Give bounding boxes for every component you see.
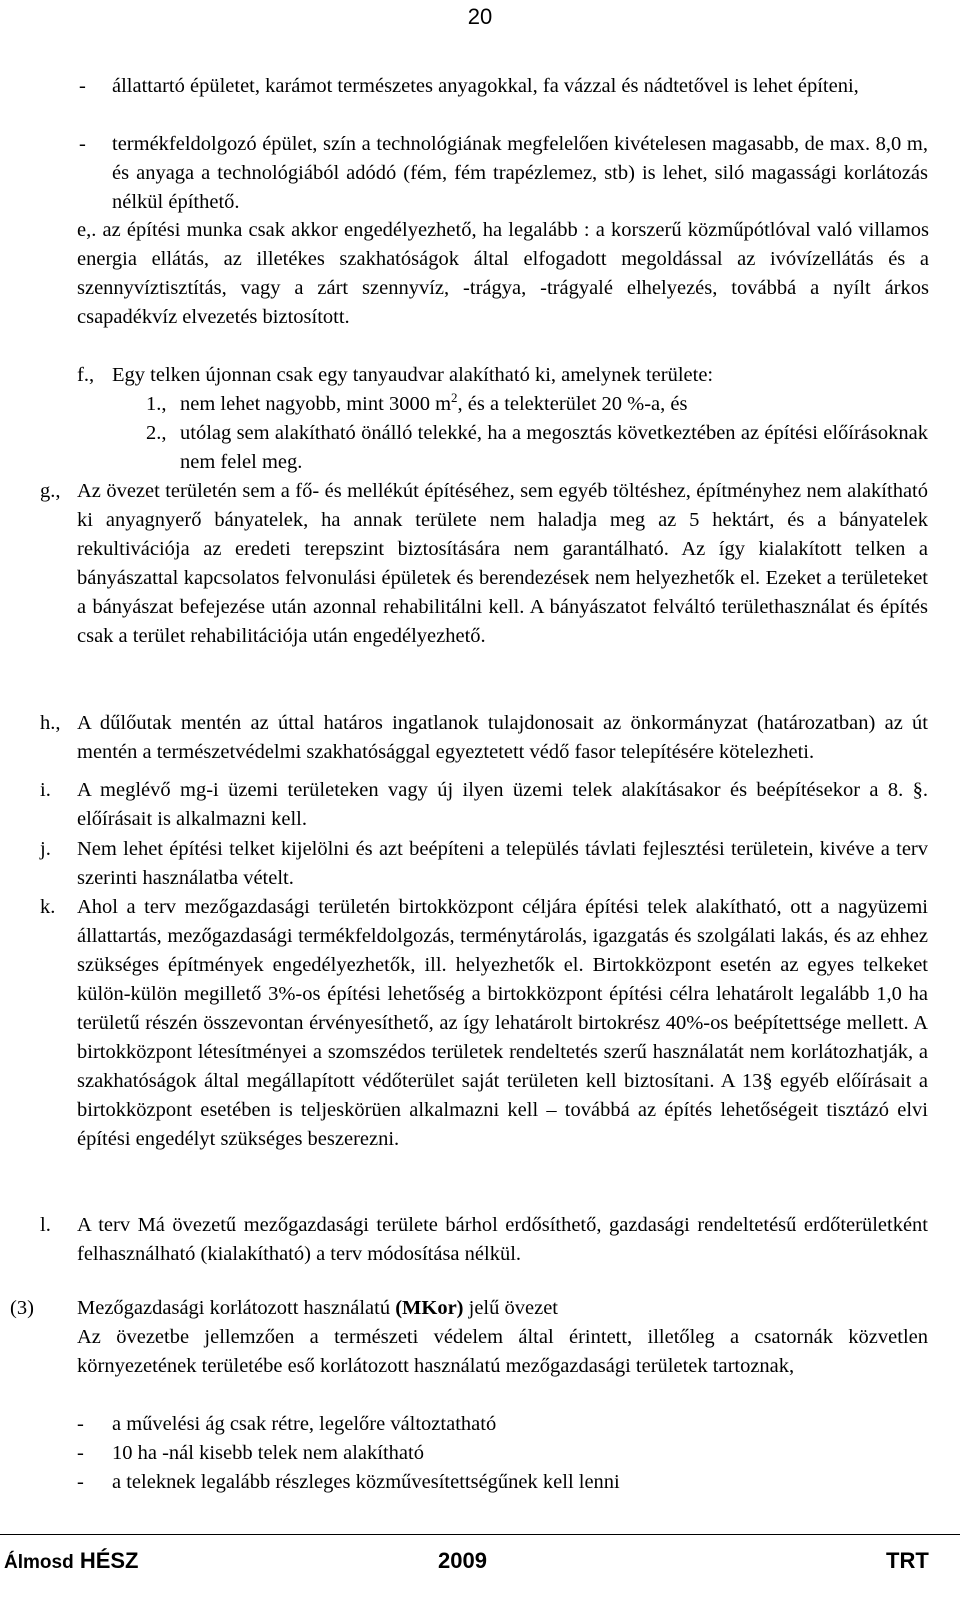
- page-number: 20: [467, 4, 493, 29]
- footer-town: Álmosd: [4, 1552, 74, 1573]
- bullet-item: a művelési ág csak rétre, legelőre változtatható: [112, 1413, 497, 1435]
- paragraph-k-text: Ahol a terv mezőgazdasági területén birtokközpont céljára építési telek alakítható, ott a nagyüzemi állattartás, mezőgazdasági termékfeldolgozás, terménytárolás, igazgatás és szolgálati lakás, és az ehhez szükséges építmények engedélyezhetők, ill. helyezhetők el. Birtokközpont esetén az egyes telkeket külön-külön megillető 3%-os építési lehetőség a birtokközpont építési célra lehatárolt legalább 1,0 ha területű részén összevontan érvényesíthető, az így lehatárolt birtokrész 40%-os beépítettsége mellett. A birtokközpont létesítményei a szomszédos területek rendeltetés szerű használatát nem korlátozhatják, a szakhatóságok által megállapított védőterület saját területen kell biztosítani. A 13§ egyéb előírásait a birtokközpont esetében is teljeskörüen alkalmazni kell – továbbá az építés lehetőségeit tisztázó elvi építési engedélyt szükséges beszerezni.: [77, 896, 928, 1150]
- paragraph-h-marker: h.,: [40, 712, 61, 734]
- paragraph-f-text: Egy telken újonnan csak egy tanyaudvar alakítható ki, amelynek területe:: [112, 364, 714, 386]
- bullet-item: a teleknek legalább részleges közművesítettségűnek kell lenni: [112, 1471, 620, 1493]
- footer-left: [4, 1546, 139, 1577]
- dash-marker: -: [77, 1442, 84, 1464]
- paragraph-e-text: az építési munka csak akkor engedélyezhető, ha legalább : a korszerű közműpótlóval való villamos energia ellátás, az illetékes szakhatóságok által elfogadott megoldással az ivóvízellátás és a szennyvíztisztítás, vagy a zárt szennyvíz, -trágya, -trágyalé elhelyezés, továbbá a nyílt árkos csapadékvíz elvezetés biztosított.: [77, 219, 929, 328]
- bullet-item: 10 ha -nál kisebb telek nem alakítható: [112, 1442, 424, 1464]
- item-a-text: állattartó épületet, karámot természetes anyagokkal, fa vázzal és nádtetővel is lehet építeni,: [112, 75, 859, 97]
- heading-post: jelű övezet: [468, 1297, 558, 1319]
- paragraph-j-text: Nem lehet építési telket kijelölni és azt beépíteni a település távlati fejlesztési területein, kivéve a terv szerinti használatba vételt.: [77, 838, 928, 889]
- paragraph-e-marker: e,.: [77, 219, 97, 241]
- section-3-marker: (3): [10, 1297, 34, 1319]
- dash-marker: -: [77, 1471, 84, 1493]
- paragraph-f-sub1-marker: 1.,: [146, 393, 167, 415]
- paragraph-g-marker: g.,: [40, 480, 61, 502]
- section-3-heading: [77, 1294, 558, 1323]
- paragraph-f-sub2-marker: 2.,: [146, 422, 167, 444]
- dash-marker: -: [79, 75, 86, 97]
- paragraph-g-text: Az övezet területén sem a fő- és mellékút építéséhez, sem egyéb töltéshez, építményhez nem alakítható ki anyagnyerő bányatelek, ha annak területe nem haladja meg az 5 hektárt, és a bányatelek rekultivációja az eredeti terepszint biztosítására nem garantálható. Az így kialakított telken a bányászattal kapcsolatos felvonulási épületek és berendezések nem helyezhetők el. Ezeket a területeket a bányászat befejezése után azonnal rehabilitálni kell. A bányászatot felváltó területhasználat és építés csak a terület rehabilitációja után engedélyezhető.: [77, 480, 928, 647]
- footer-rule: [0, 1534, 960, 1535]
- paragraph-f-marker: f.,: [77, 364, 95, 386]
- heading-pre: Mezőgazdasági korlátozott használatú: [77, 1297, 391, 1319]
- item-b-text: termékfeldolgozó épület, szín a technológiának megfelelően kivételesen magasabb, de max. 8,0 m, és anyaga a technológiából adódó (fém, fém trapézlemez, stb) is lehet, siló magassági korlátozás nélkül építhető.: [112, 133, 928, 213]
- paragraph-e: [77, 216, 929, 332]
- paragraph-f-sub2-text: utólag sem alakítható önálló telekké, ha a megosztás következtében az építési előírásoknak nem felel meg.: [180, 422, 928, 473]
- section-3-text: Az övezetbe jellemzően a természeti védelem által érintett, illetőleg a csatornák közvetlen környezetének területébe eső korlátozott használatú mezőgazdasági területek tartoznak,: [77, 1326, 928, 1377]
- paragraph-l-marker: l.: [40, 1214, 51, 1236]
- footer-right: TRT: [886, 1548, 929, 1573]
- sub1-text-post: , és a telekterület 20 %-a, és: [457, 393, 688, 415]
- paragraph-i-text: A meglévő mg-i üzemi területeken vagy új ilyen üzemi telek alakításakor és beépítésekor a 8. §. előírásait is alkalmazni kell.: [77, 779, 928, 830]
- paragraph-j-marker: j.: [40, 838, 51, 860]
- paragraph-f-sub1-text: [180, 390, 687, 419]
- footer-doc: HÉSZ: [79, 1548, 139, 1573]
- paragraph-k-marker: k.: [40, 896, 56, 918]
- dash-marker: -: [77, 1413, 84, 1435]
- paragraph-h-text: A dűlőutak mentén az úttal határos ingatlanok tulajdonosait az önkormányzat (határozatban) az út mentén a természetvédelmi szakhatósággal egyeztetett védő fasor telepítésére kötelezheti.: [77, 712, 928, 763]
- sub1-superscript: 2: [451, 390, 458, 406]
- dash-marker: -: [79, 133, 86, 155]
- heading-bold: (MKor): [395, 1297, 464, 1319]
- footer-year: 2009: [438, 1548, 487, 1573]
- paragraph-i-marker: i.: [40, 779, 51, 801]
- paragraph-l-text: A terv Má övezetű mezőgazdasági területe bárhol erdősíthető, gazdasági rendeltetésű erdőterületként felhasználható (kialakítható) a terv módosítása nélkül.: [77, 1214, 928, 1265]
- sub1-text-pre: nem lehet nagyobb, mint 3000 m: [180, 393, 452, 415]
